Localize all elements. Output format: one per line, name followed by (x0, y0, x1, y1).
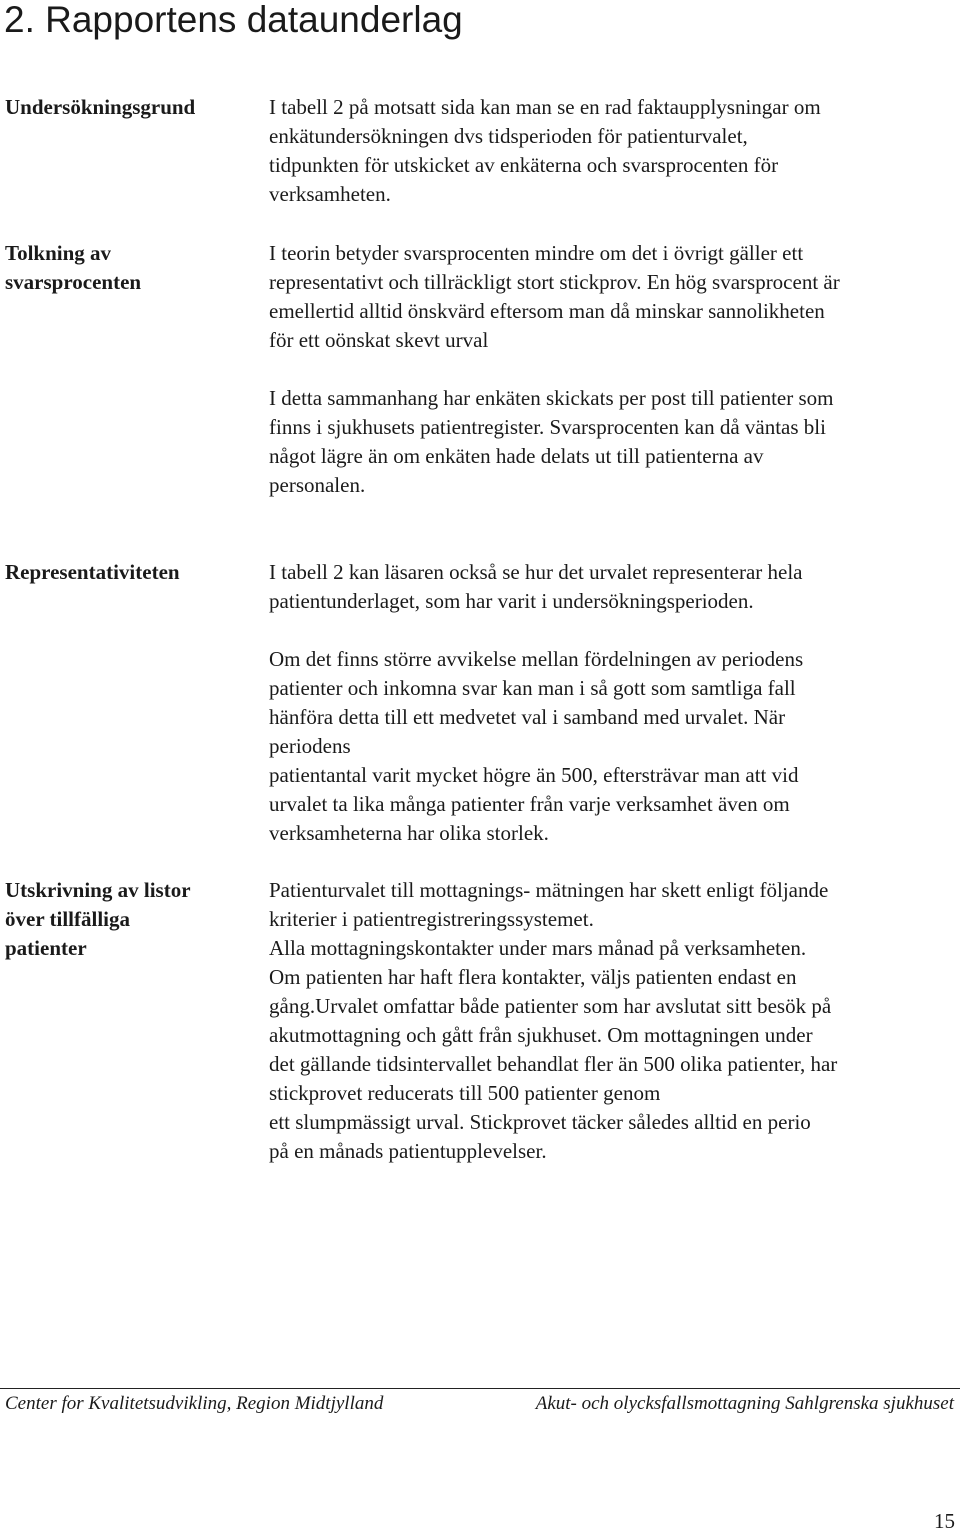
section-label-undersokningsgrund: Undersökningsgrund (5, 95, 196, 119)
section-label-tolkning: Tolkning av svarsprocenten (5, 241, 142, 294)
page-title: 2. Rapportens dataunderlag (4, 0, 463, 40)
section-label-representativiteten: Representativiteten (5, 560, 180, 584)
footer-divider (0, 1388, 960, 1389)
page-number: 15 (934, 1509, 955, 1533)
footer-left-text: Center for Kvalitetsudvikling, Region Midtjylland (5, 1393, 384, 1414)
paragraph-undersokningsgrund: I tabell 2 på motsatt sida kan man se en rad faktaupplysningar om enkätundersökningen dvs tidsperioden för patienturvalet, tidpunkten för utskicket av enkäterna och svarsprocenten för verksamheten. (269, 95, 821, 206)
paragraph-representativiteten-2: Om det finns större avvikelse mellan fördelningen av periodens patienter och inkomna svar kan man i så gott som samtliga fall hänföra detta till ett medvetet val i samband med urvalet. När periodens patientantal varit mycket högre än 500, eftersträvar man att vid urvalet ta lika många patienter från varje verksamhet även om verksamheterna har olika storlek. (269, 647, 804, 845)
paragraph-utskrivning: Patienturvalet till mottagnings- mätningen har skett enligt följande kriterier i patientregistreringssystemet. Alla mottagningskontakter under mars månad på verksamheten. Om patienten har haft flera kontakter, väljs patienten endast en gång.Urvalet omfattar både patienter som har avslutat sitt besök på akutmottagning och gått från sjukhuset. Om mottagningen under det gällande tidsintervallet behandlat fler än 500 olika patienter, har stickprovet reducerats till 500 patienter genom ett slumpmässigt urval. Stickprovet täcker således alltid en perio på en månads patientupplevelser. (269, 878, 838, 1163)
paragraph-tolkning-1: I teorin betyder svarsprocenten mindre om det i övrigt gäller ett representativt och tillräckligt stort stickprov. En hög svarsprocent är emellertid alltid önskvärd eftersom man då minskar sannolikheten för ett oönskat skevt urval (269, 241, 840, 352)
paragraph-tolkning-2: I detta sammanhang har enkäten skickats per post till patienter som finns i sjukhusets patientregister. Svarsprocenten kan då väntas bli något lägre än om enkäten hade delats ut till patienterna av personalen. (269, 386, 834, 497)
footer-right-text: Akut- och olycksfallsmottagning Sahlgrenska sjukhuset (535, 1393, 954, 1414)
paragraph-representativiteten-1: I tabell 2 kan läsaren också se hur det urvalet representerar hela patientunderlaget, som har varit i undersökningsperioden. (269, 560, 803, 613)
section-label-utskrivning: Utskrivning av listor över tillfälliga patienter (5, 878, 191, 960)
